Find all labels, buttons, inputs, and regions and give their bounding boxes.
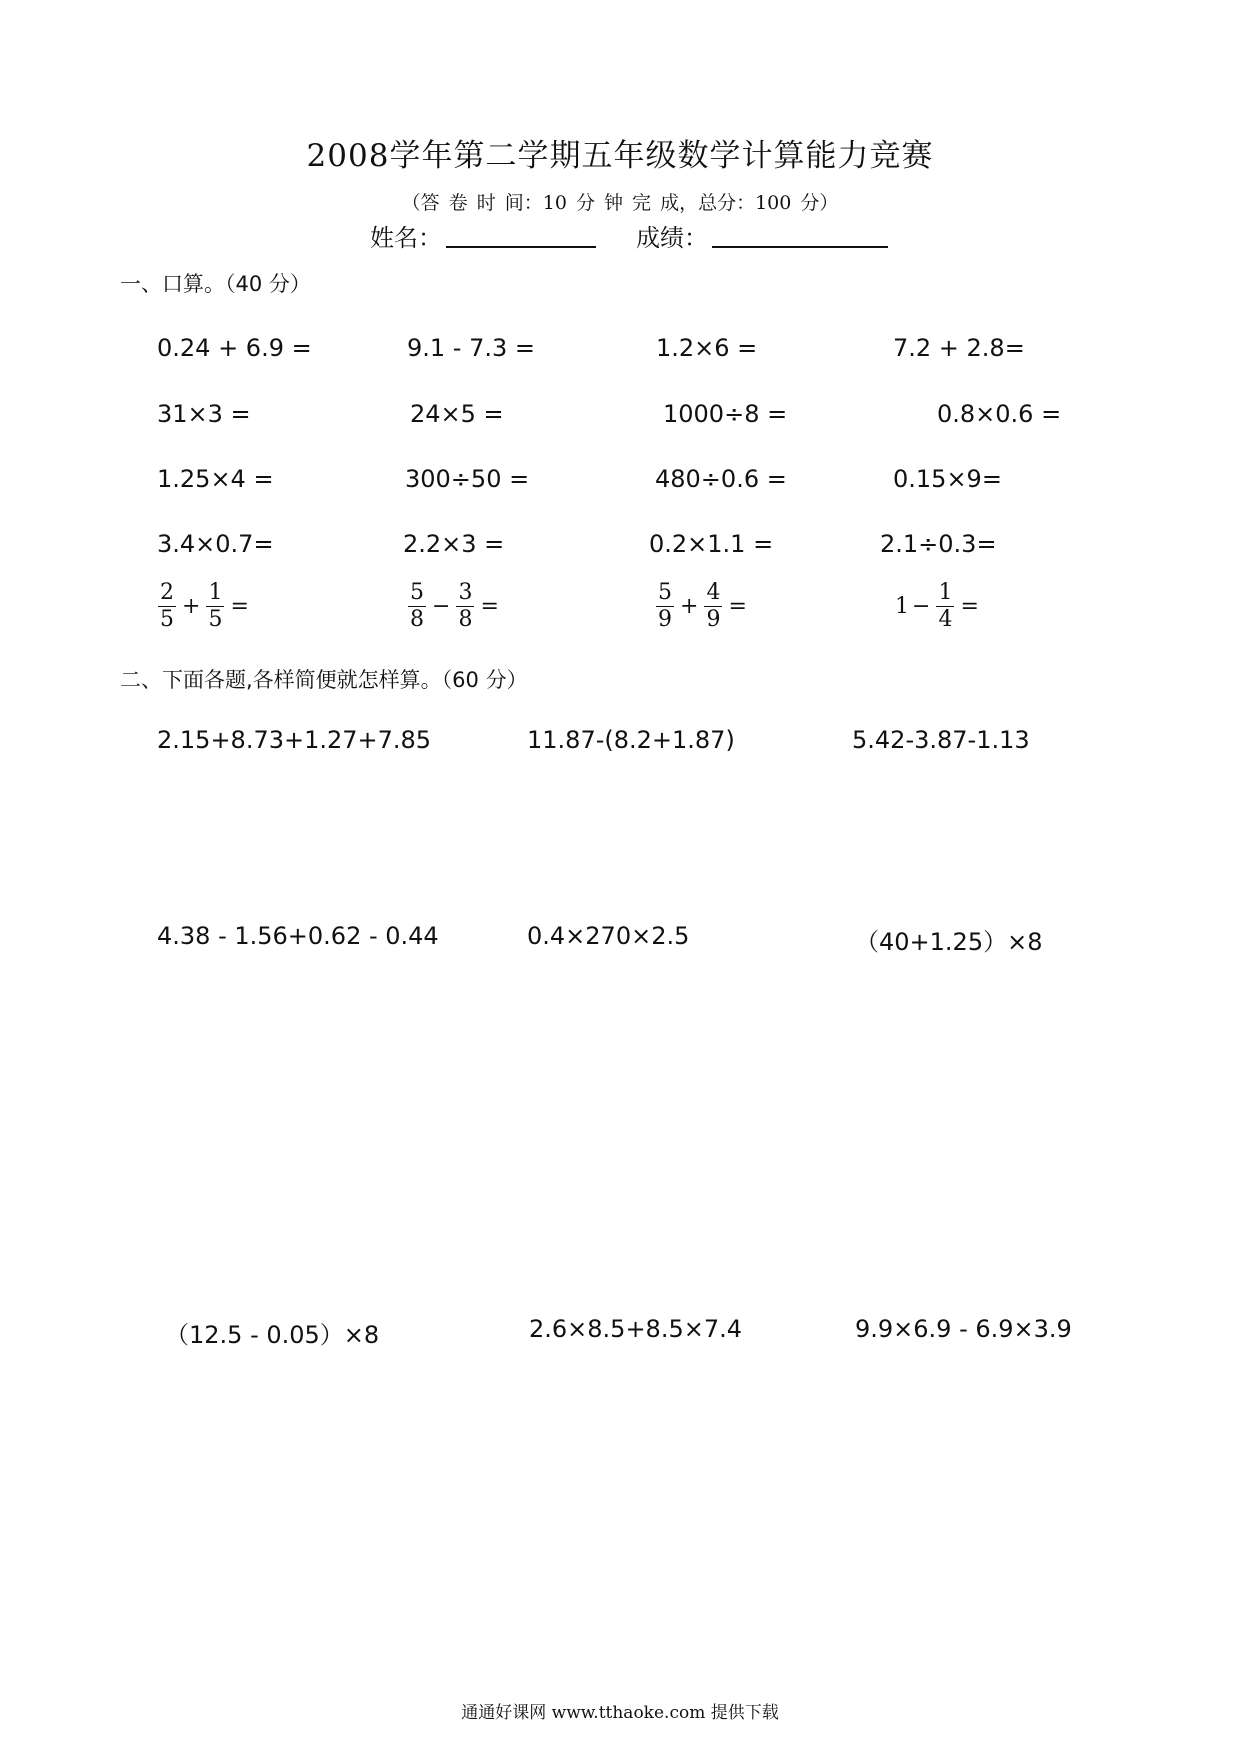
numerator: 1 xyxy=(208,580,223,605)
fraction-question xyxy=(155,580,252,633)
operator: − xyxy=(912,594,931,619)
page-title: 2008学年第二学期五年级数学计算能力竞赛 xyxy=(306,138,934,174)
numerator: 3 xyxy=(458,580,473,605)
numerator: 5 xyxy=(410,580,424,605)
fraction xyxy=(456,580,474,633)
calc-question: 4.38 - 1.56+0.62 - 0.44 xyxy=(157,922,439,950)
calc-question: 5.42-3.87-1.13 xyxy=(852,726,1030,754)
operator: − xyxy=(432,594,451,619)
footer-credit: 通通好课网 www.tthaoke.com 提供下载 xyxy=(461,1703,779,1723)
numerator: 2 xyxy=(160,580,174,605)
denominator: 4 xyxy=(938,607,953,632)
fraction xyxy=(408,580,426,633)
calc-question: 2.6×8.5+8.5×7.4 xyxy=(529,1315,742,1343)
equals-sign: = xyxy=(960,594,979,619)
fraction-question xyxy=(405,580,502,633)
section1-heading: 一、口算。（40 分） xyxy=(120,272,311,296)
fraction xyxy=(158,580,176,633)
denominator: 5 xyxy=(208,607,223,632)
calc-question: 11.87-(8.2+1.87) xyxy=(527,726,735,754)
mental-question: 7.2 + 2.8= xyxy=(893,334,1025,362)
denominator: 8 xyxy=(410,607,424,632)
equals-sign: = xyxy=(230,594,249,619)
exam-note: （答 卷 时 间：10 分 钟 完 成，总分：100 分） xyxy=(401,192,839,214)
score-blank[interactable] xyxy=(712,246,888,248)
operator: + xyxy=(182,594,201,619)
mental-question: 2.1÷0.3= xyxy=(880,530,997,558)
calc-question: （12.5 - 0.05）×8 xyxy=(165,1321,380,1349)
fraction xyxy=(936,580,954,633)
numerator: 4 xyxy=(706,580,721,605)
fraction xyxy=(704,580,722,633)
numerator: 1 xyxy=(938,580,953,605)
mental-question: 31×3 = xyxy=(157,400,251,428)
calc-question: 9.9×6.9 - 6.9×3.9 xyxy=(855,1315,1072,1343)
mental-question: 480÷0.6 = xyxy=(655,465,787,493)
calc-question: 0.4×270×2.5 xyxy=(527,922,690,950)
equals-sign: = xyxy=(480,594,499,619)
mental-question: 1000÷8 = xyxy=(663,400,788,428)
calc-question: 2.15+8.73+1.27+7.85 xyxy=(157,726,432,754)
equals-sign: = xyxy=(728,594,747,619)
mental-question: 1.2×6 = xyxy=(656,334,758,362)
name-label: 姓名： xyxy=(370,224,442,252)
mental-question: 300÷50 = xyxy=(405,465,530,493)
mental-question: 0.24 + 6.9 = xyxy=(157,334,312,362)
name-blank[interactable] xyxy=(446,246,596,248)
fraction xyxy=(656,580,674,633)
calc-question: （40+1.25）×8 xyxy=(855,928,1043,956)
whole-number: 1 xyxy=(895,594,909,619)
fraction-question xyxy=(653,580,750,633)
mental-question: 0.15×9= xyxy=(893,465,1002,493)
mental-question: 24×5 = xyxy=(410,400,504,428)
mental-question: 1.25×4 = xyxy=(157,465,274,493)
mental-question: 3.4×0.7= xyxy=(157,530,274,558)
score-label: 成绩： xyxy=(636,224,708,252)
fraction xyxy=(206,580,224,633)
denominator: 9 xyxy=(658,607,672,632)
mental-question: 0.2×1.1 = xyxy=(649,530,774,558)
mental-question: 0.8×0.6 = xyxy=(937,400,1062,428)
mental-question: 2.2×3 = xyxy=(403,530,505,558)
denominator: 5 xyxy=(160,607,174,632)
section2-heading: 二、下面各题,各样简便就怎样算。（60 分） xyxy=(120,668,528,692)
numerator: 5 xyxy=(658,580,672,605)
denominator: 9 xyxy=(706,607,721,632)
fraction-question xyxy=(895,580,982,633)
mental-question: 9.1 - 7.3 = xyxy=(407,334,535,362)
operator: + xyxy=(680,594,699,619)
denominator: 8 xyxy=(458,607,473,632)
